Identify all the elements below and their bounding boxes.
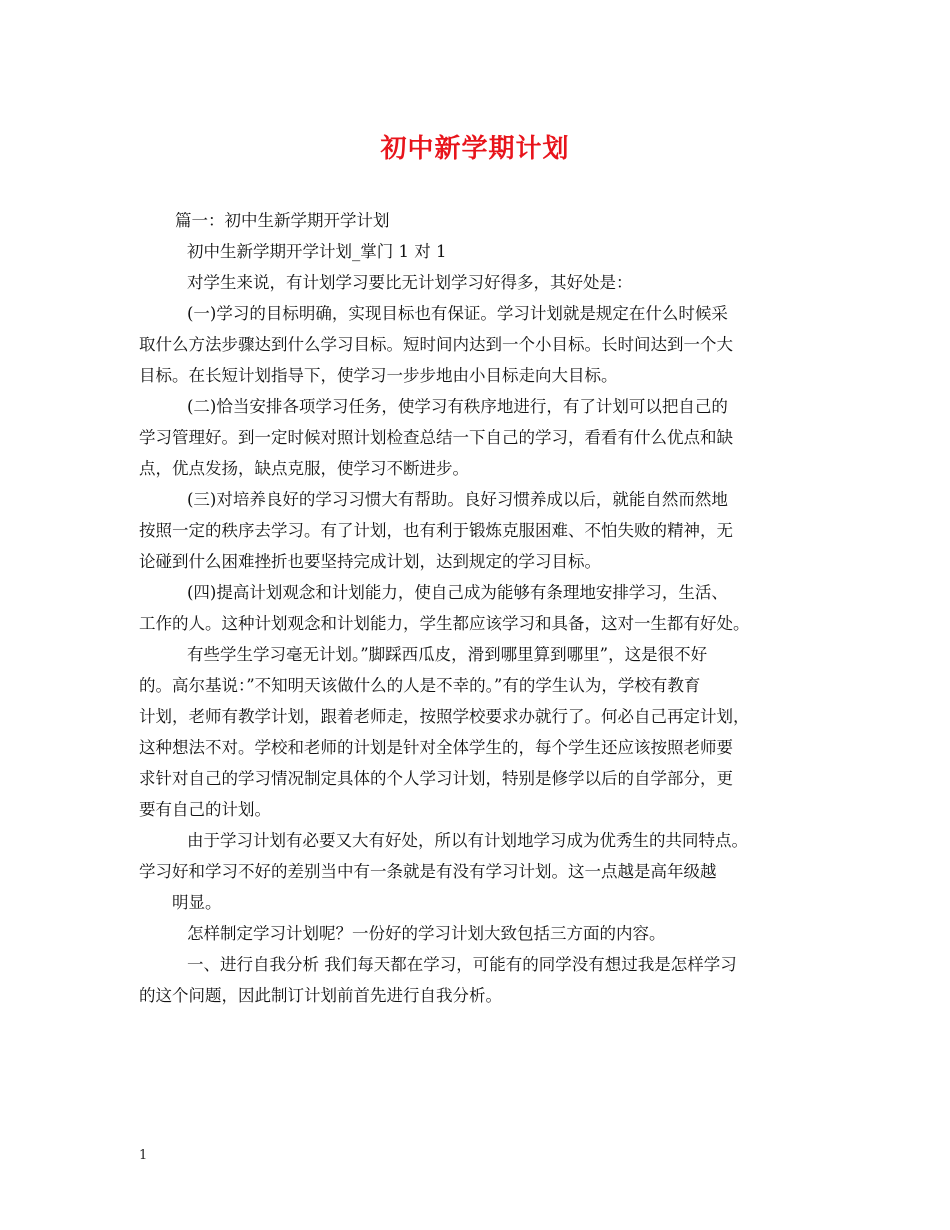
paragraph-line: 学习管理好。到一定时候对照计划检查总结一下自己的学习，看看有什么优点和缺	[139, 428, 733, 447]
paragraph-line: (一)学习的目标明确，实现目标也有保证。学习计划就是规定在什么时候采	[187, 304, 728, 323]
paragraph-line: 学习好和学习不好的差别当中有一条就是有没有学习计划。这一点越是高年级越	[139, 862, 717, 881]
paragraph-line: 一、进行自我分析 我们每天都在学习，可能有的同学没有想过我是怎样学习	[187, 955, 737, 974]
document-title: 初中新学期计划	[380, 134, 570, 164]
page-number: 1	[139, 1148, 148, 1163]
paragraph-line: 的。高尔基说：”不知明天该做什么的人是不幸的。”有的学生认为，学校有教育	[139, 676, 701, 695]
document-body	[139, 205, 819, 1011]
paragraph-line: 有些学生学习毫无计划。”脚踩西瓜皮，滑到哪里算到哪里”，这是很不好	[187, 645, 708, 664]
paragraph-line: 对学生来说，有计划学习要比无计划学习好得多，其好处是：	[187, 273, 633, 292]
paragraph-line: 这种想法不对。学校和老师的计划是针对全体学生的，每个学生还应该按照老师要	[139, 738, 733, 757]
paragraph-line: (二)恰当安排各项学习任务，使学习有秩序地进行，有了计划可以把自己的	[187, 397, 728, 416]
paragraph-line: 的这个问题，因此制订计划前首先进行自我分析。	[139, 986, 502, 1005]
paragraph-line: (四)提高计划观念和计划能力，使自己成为能够有条理地安排学习，生活、	[187, 583, 728, 602]
paragraph-line: 按照一定的秩序去学习。有了计划，也有利于锻炼克服困难、不怕失败的精神，无	[139, 521, 733, 540]
paragraph-line: 由于学习计划有必要又大有好处，所以有计划地学习成为优秀生的共同特点。	[187, 831, 748, 850]
paragraph-line: (三)对培养良好的学习习惯大有帮助。良好习惯养成以后，就能自然而然地	[187, 490, 728, 509]
paragraph-line: 要有自己的计划。	[139, 800, 271, 819]
paragraph-line: 论碰到什么困难挫折也要坚持完成计划，达到规定的学习目标。	[139, 552, 601, 571]
subtitle-line: 初中生新学期开学计划_掌门 1 对 1	[187, 242, 447, 261]
paragraph-line: 求针对自己的学习情况制定具体的个人学习计划，特别是修学以后的自学部分，更	[139, 769, 733, 788]
paragraph-line: 怎样制定学习计划呢？一份好的学习计划大致包括三方面的内容。	[187, 924, 666, 943]
section-heading: 篇一：初中生新学期开学计划	[175, 211, 390, 230]
paragraph-line: 工作的人。这种计划观念和计划能力，学生都应该学习和具备，这对一生都有好处。	[139, 614, 750, 633]
paragraph-line: 目标。在长短计划指导下，使学习一步步地由小目标走向大目标。	[139, 366, 618, 385]
paragraph-line: 计划，老师有教学计划，跟着老师走，按照学校要求办就行了。何必自己再定计划，	[139, 707, 750, 726]
paragraph-line: 取什么方法步骤达到什么学习目标。短时间内达到一个小目标。长时间达到一个大	[139, 335, 733, 354]
paragraph-line: 明显。	[172, 893, 222, 912]
paragraph-line: 点，优点发扬，缺点克服，使学习不断进步。	[139, 459, 469, 478]
